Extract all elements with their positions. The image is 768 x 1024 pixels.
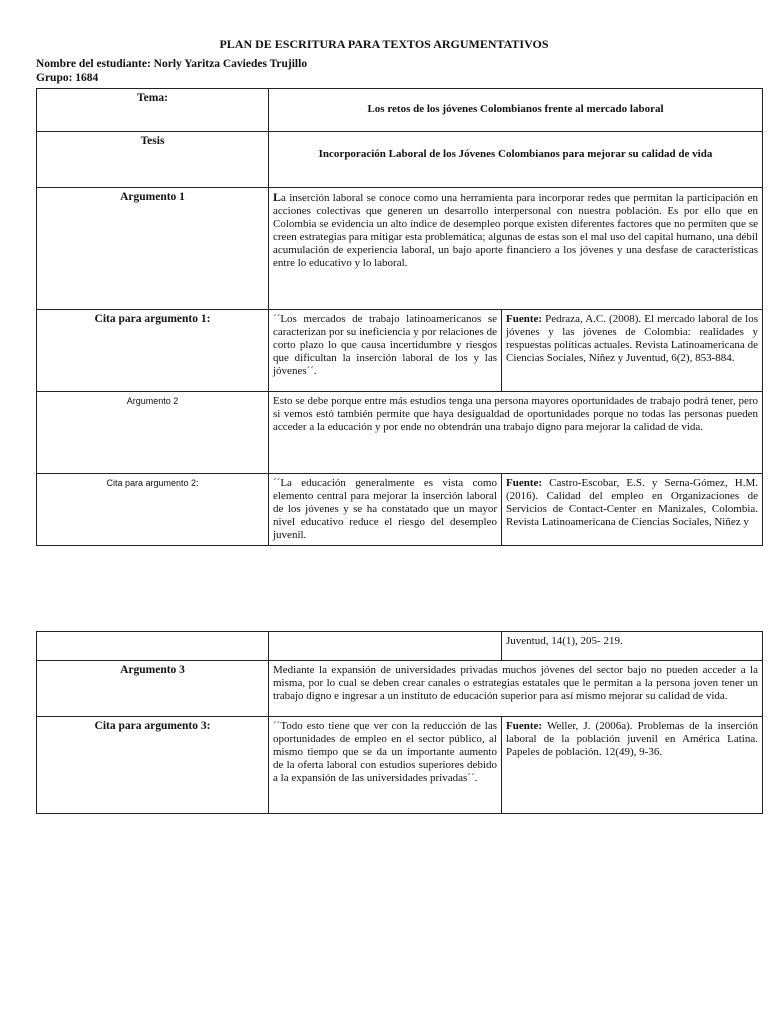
writing-plan-table-page-1: [36, 88, 763, 546]
row-tesis: [37, 132, 763, 188]
cita-3-source-cell: [502, 717, 763, 814]
row-cita-2: [37, 474, 763, 546]
row-argumento-3: [37, 661, 763, 717]
argumento-1-cell: [269, 188, 763, 310]
cita-1-source: Pedraza, A.C. (2008). El mercado laboral de los jóvenes y las jóvenes de Colombia: realidades y respuestas políticas actuales. Revista Latinoamericana de Ciencias Sociales, Niñez y Juventud, 6(2), 853-884.: [506, 313, 759, 364]
fuente-label: Fuente:: [506, 720, 543, 732]
argumento-2-text: Esto se debe porque entre más estudios tenga una persona mayores oportunidades de trabajo podrá tener, pero si vemos estó también permite que haya desigualdad de oportunidades porque no todas las personas pueden acceder a la educación y por ende no obtendrán una trabajo digno para mejorar la calidad de vida.: [269, 392, 763, 474]
document-title: PLAN DE ESCRITURA PARA TEXTOS ARGUMENTATIVOS: [219, 37, 549, 51]
empty-cell: [37, 632, 269, 661]
tema-cell: [269, 89, 763, 132]
fuente-label: Fuente:: [506, 313, 543, 325]
argumento-1-label: Argumento 1: [37, 188, 269, 310]
cita-2-label: Cita para argumento 2:: [37, 474, 269, 546]
empty-cell: [269, 632, 502, 661]
tesis-label: Tesis: [37, 132, 269, 188]
cita-1-source-cell: [502, 310, 763, 392]
tesis-cell: [269, 132, 763, 188]
argumento-2-label: Argumento 2: [37, 392, 269, 474]
writing-plan-table-page-2: [36, 631, 763, 814]
argumento-1-first-letter: L: [273, 190, 282, 204]
row-continued-source: [37, 632, 763, 661]
row-tema: [37, 89, 763, 132]
tema-value: Los retos de los jóvenes Colombianos frente al mercado laboral: [367, 103, 664, 115]
argumento-3-text: Mediante la expansión de universidades privadas muchos jóvenes del sector bajo no pueden acceder a la misma, por lo cual se deben crear canales o estrategias estatales que le permitan a la persona joven tener un trabajo digno e ingresar a un instituto de educación superior para así mismo mejorar su calidad de vida.: [269, 661, 763, 717]
student-name: Nombre del estudiante: Norly Yaritza Caviedes Trujillo: [36, 58, 308, 70]
cita-3-label: Cita para argumento 3:: [37, 717, 269, 814]
tema-label: Tema:: [37, 89, 269, 132]
cita-1-label: Cita para argumento 1:: [37, 310, 269, 392]
cita-1-quote: ´´Los mercados de trabajo latinoamericanos se caracterizan por su ineficiencia y por relaciones de corto plazo lo que causa incertidumbre y riesgos que dificultan la inserción laboral de los y las jóvenes´´.: [269, 310, 502, 392]
cita-2-source-cell: [502, 474, 763, 546]
argumento-3-label: Argumento 3: [37, 661, 269, 717]
group-number: Grupo: 1684: [36, 72, 99, 84]
row-cita-3: [37, 717, 763, 814]
row-cita-1: [37, 310, 763, 392]
cita-3-quote: ´´Todo esto tiene que ver con la reducción de las oportunidades de empleo en el sector público, al mismo tiempo que se da un importante aumento de la oferta laboral con estudios superiores debido a la expansión de las universidades privadas´´.: [269, 717, 502, 814]
row-argumento-2: [37, 392, 763, 474]
fuente-label: Fuente:: [506, 477, 543, 489]
argumento-1-text: a inserción laboral se conoce como una herramienta para incorporar redes que permitan la participación en acciones colectivas que generen un desarrollo interpersonal con nuestra población. Es por ello que en Colombia se evidencia un alto índice de desempleo porque existen diferentes factores que no permiten que se creen estrategias para mitigar esta problemática; algunas de estas son el mal uso del capital humano, una débil acumulación de experiencia laboral, un bajo aporte financiero a los jóvenes y una desfase de características entre lo educativo y lo laboral.: [273, 192, 759, 269]
cita-2-source-continued: Juventud, 14(1), 205- 219.: [502, 632, 763, 661]
row-argumento-1: [37, 188, 763, 310]
tesis-value: Incorporación Laboral de los Jóvenes Colombianos para mejorar su calidad de vida: [318, 148, 713, 160]
cita-2-quote: ´´La educación generalmente es vista como elemento central para mejorar la inserción laboral de los jóvenes y se ha constatado que un mayor nivel educativo reduce el riesgo del desempleo juvenil.: [269, 474, 502, 546]
cita-3-source: Weller, J. (2006a). Problemas de la inserción laboral de la población juvenil en América Latina. Papeles de población. 12(49), 9-36.: [506, 720, 758, 758]
cita-2-source: Castro-Escobar, E.S. y Serna-Gómez, H.M. (2016). Calidad del empleo en Organizaciones de Servicios de Contact-Center en Manizales, Colombia. Revista Latinoamericana de Ciencias Sociales, Niñez y: [506, 477, 759, 528]
